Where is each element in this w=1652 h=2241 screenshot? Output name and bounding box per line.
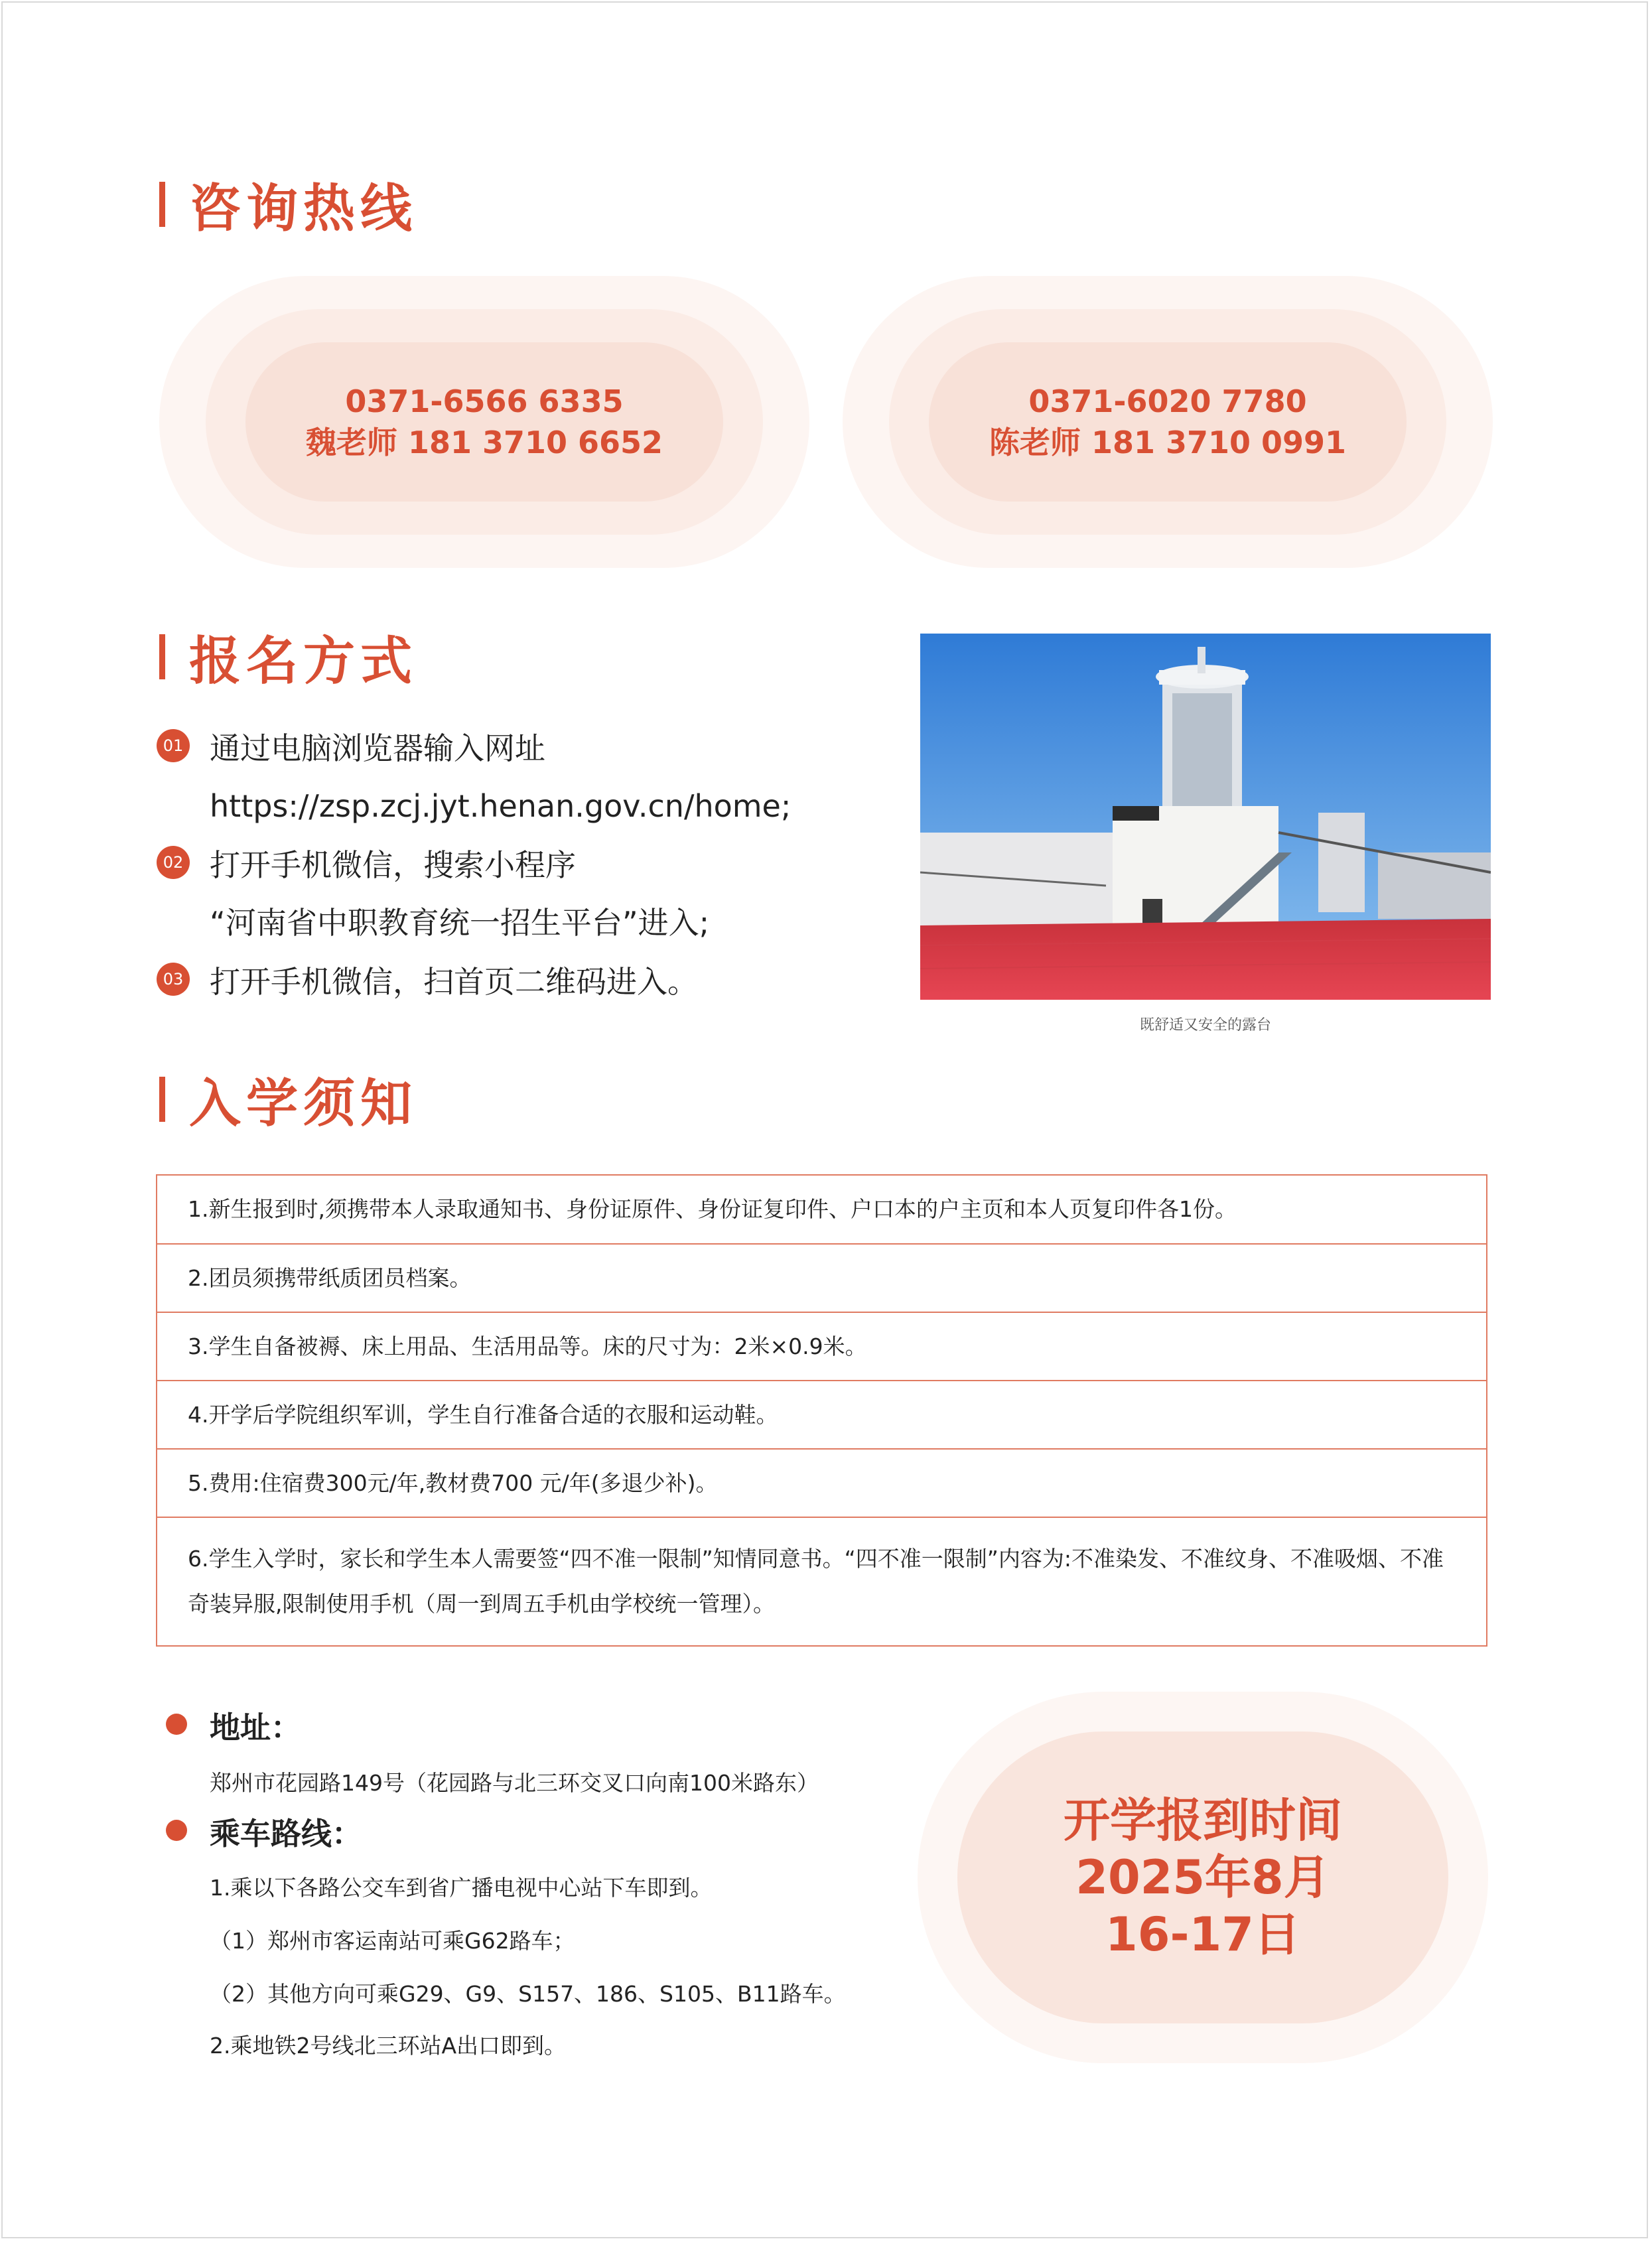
registration-url: https://zsp.zcj.jyt.henan.gov.cn/home; bbox=[210, 788, 792, 824]
registration-line: 通过电脑浏览器输入网址 bbox=[210, 730, 545, 766]
registration-line: 打开手机微信，扫首页二维码进入。 bbox=[210, 964, 698, 1000]
notice-text: 6.学生入学时，家长和学生本人需要签“四不准一限制”知情同意书。“四不准一限制”内容为:不准染发、不准纹身、不准吸烟、不准奇装异服,限制使用手机（周一到周五手机由学校统一管理）。 bbox=[188, 1546, 1444, 1617]
notice-text: 3.学生自备被褥、床上用品、生活用品等。床的尺寸为：2米×0.9米。 bbox=[188, 1333, 867, 1359]
hotline-card-content bbox=[929, 342, 1407, 502]
notice-text: 1.新生报到时,须携带本人录取通知书、身份证原件、身份证复印件、户口本的户主页和本人页复印件各1份。 bbox=[188, 1196, 1237, 1222]
registration-heading bbox=[159, 624, 417, 690]
notice-text: 5.费用:住宿费300元/年,教材费700 元/年(多退少补)。 bbox=[188, 1469, 718, 1496]
hotline-phone-1: 0371-6566 6335 bbox=[345, 383, 624, 419]
route-line: （2）其他方向可乘G29、G9、S157、186、S105、B11路车。 bbox=[210, 1981, 846, 2007]
registration-text bbox=[210, 837, 709, 952]
notice-heading-text: 入学须知 bbox=[189, 1074, 418, 1134]
hotline-person-1: 魏老师 181 3710 6652 bbox=[305, 425, 663, 460]
notice-row bbox=[157, 1176, 1486, 1245]
route-line: （1）郑州市客运南站可乘G62路车； bbox=[210, 1928, 575, 1954]
notice-row bbox=[157, 1245, 1486, 1313]
photo-caption: 既舒适又安全的露台 bbox=[1139, 1017, 1271, 1034]
number-badge: 02 bbox=[157, 846, 190, 879]
hotline-phone-2: 0371-6020 7780 bbox=[1028, 383, 1307, 419]
route-line: 1.乘以下各路公交车到省广播电视中心站下车即到。 bbox=[210, 1875, 713, 1901]
address-title: 地址： bbox=[210, 1710, 301, 1745]
notice-row bbox=[157, 1450, 1486, 1518]
notice-text: 2.团员须携带纸质团员档案。 bbox=[188, 1264, 472, 1291]
hotline-card-1 bbox=[159, 276, 809, 568]
address-text: 郑州市花园路149号（花园路与北三环交叉口向南100米路东） bbox=[210, 1770, 819, 1796]
notice-row bbox=[157, 1313, 1486, 1381]
heading-bar bbox=[159, 634, 165, 679]
opening-date-badge bbox=[918, 1692, 1488, 2063]
route-title: 乘车路线： bbox=[210, 1816, 362, 1852]
registration-item bbox=[157, 837, 900, 952]
hotline-card-ring bbox=[889, 309, 1446, 535]
registration-item bbox=[157, 720, 900, 835]
number-badge: 01 bbox=[157, 729, 190, 762]
registration-heading-text: 报名方式 bbox=[189, 632, 418, 691]
hotline-heading bbox=[159, 171, 417, 238]
opening-month: 2025年8月 bbox=[1075, 1850, 1330, 1905]
notice-row bbox=[157, 1381, 1486, 1450]
heading-bar bbox=[159, 1077, 165, 1122]
registration-item bbox=[157, 953, 900, 1011]
hotline-heading-text: 咨询热线 bbox=[189, 179, 418, 239]
notice-heading bbox=[159, 1066, 417, 1132]
hotline-card-2 bbox=[843, 276, 1493, 568]
heading-bar bbox=[159, 182, 165, 227]
hotline-card-ring bbox=[206, 309, 763, 535]
notice-row bbox=[157, 1518, 1486, 1645]
opening-days: 16-17日 bbox=[1105, 1907, 1300, 1962]
hotline-card-content bbox=[245, 342, 723, 502]
registration-list bbox=[157, 720, 900, 1012]
registration-text bbox=[210, 720, 791, 835]
registration-line: 打开手机微信，搜索小程序 bbox=[210, 847, 576, 883]
campus-terrace-photo bbox=[920, 634, 1491, 1000]
notice-text: 4.开学后学院组织军训，学生自行准备合适的衣服和运动鞋。 bbox=[188, 1401, 778, 1428]
registration-line: “河南省中职教育统一招生平台”进入; bbox=[210, 905, 710, 941]
opening-date-content bbox=[957, 1732, 1448, 2023]
opening-title: 开学报到时间 bbox=[1064, 1793, 1342, 1848]
number-badge: 03 bbox=[157, 963, 190, 996]
hotline-person-2: 陈老师 181 3710 0991 bbox=[989, 425, 1347, 460]
notice-table bbox=[156, 1174, 1487, 1647]
route-line: 2.乘地铁2号线北三环站A出口即到。 bbox=[210, 2033, 567, 2059]
bullet-dot bbox=[166, 1820, 187, 1841]
registration-text bbox=[210, 953, 698, 1011]
bullet-dot bbox=[166, 1714, 187, 1735]
